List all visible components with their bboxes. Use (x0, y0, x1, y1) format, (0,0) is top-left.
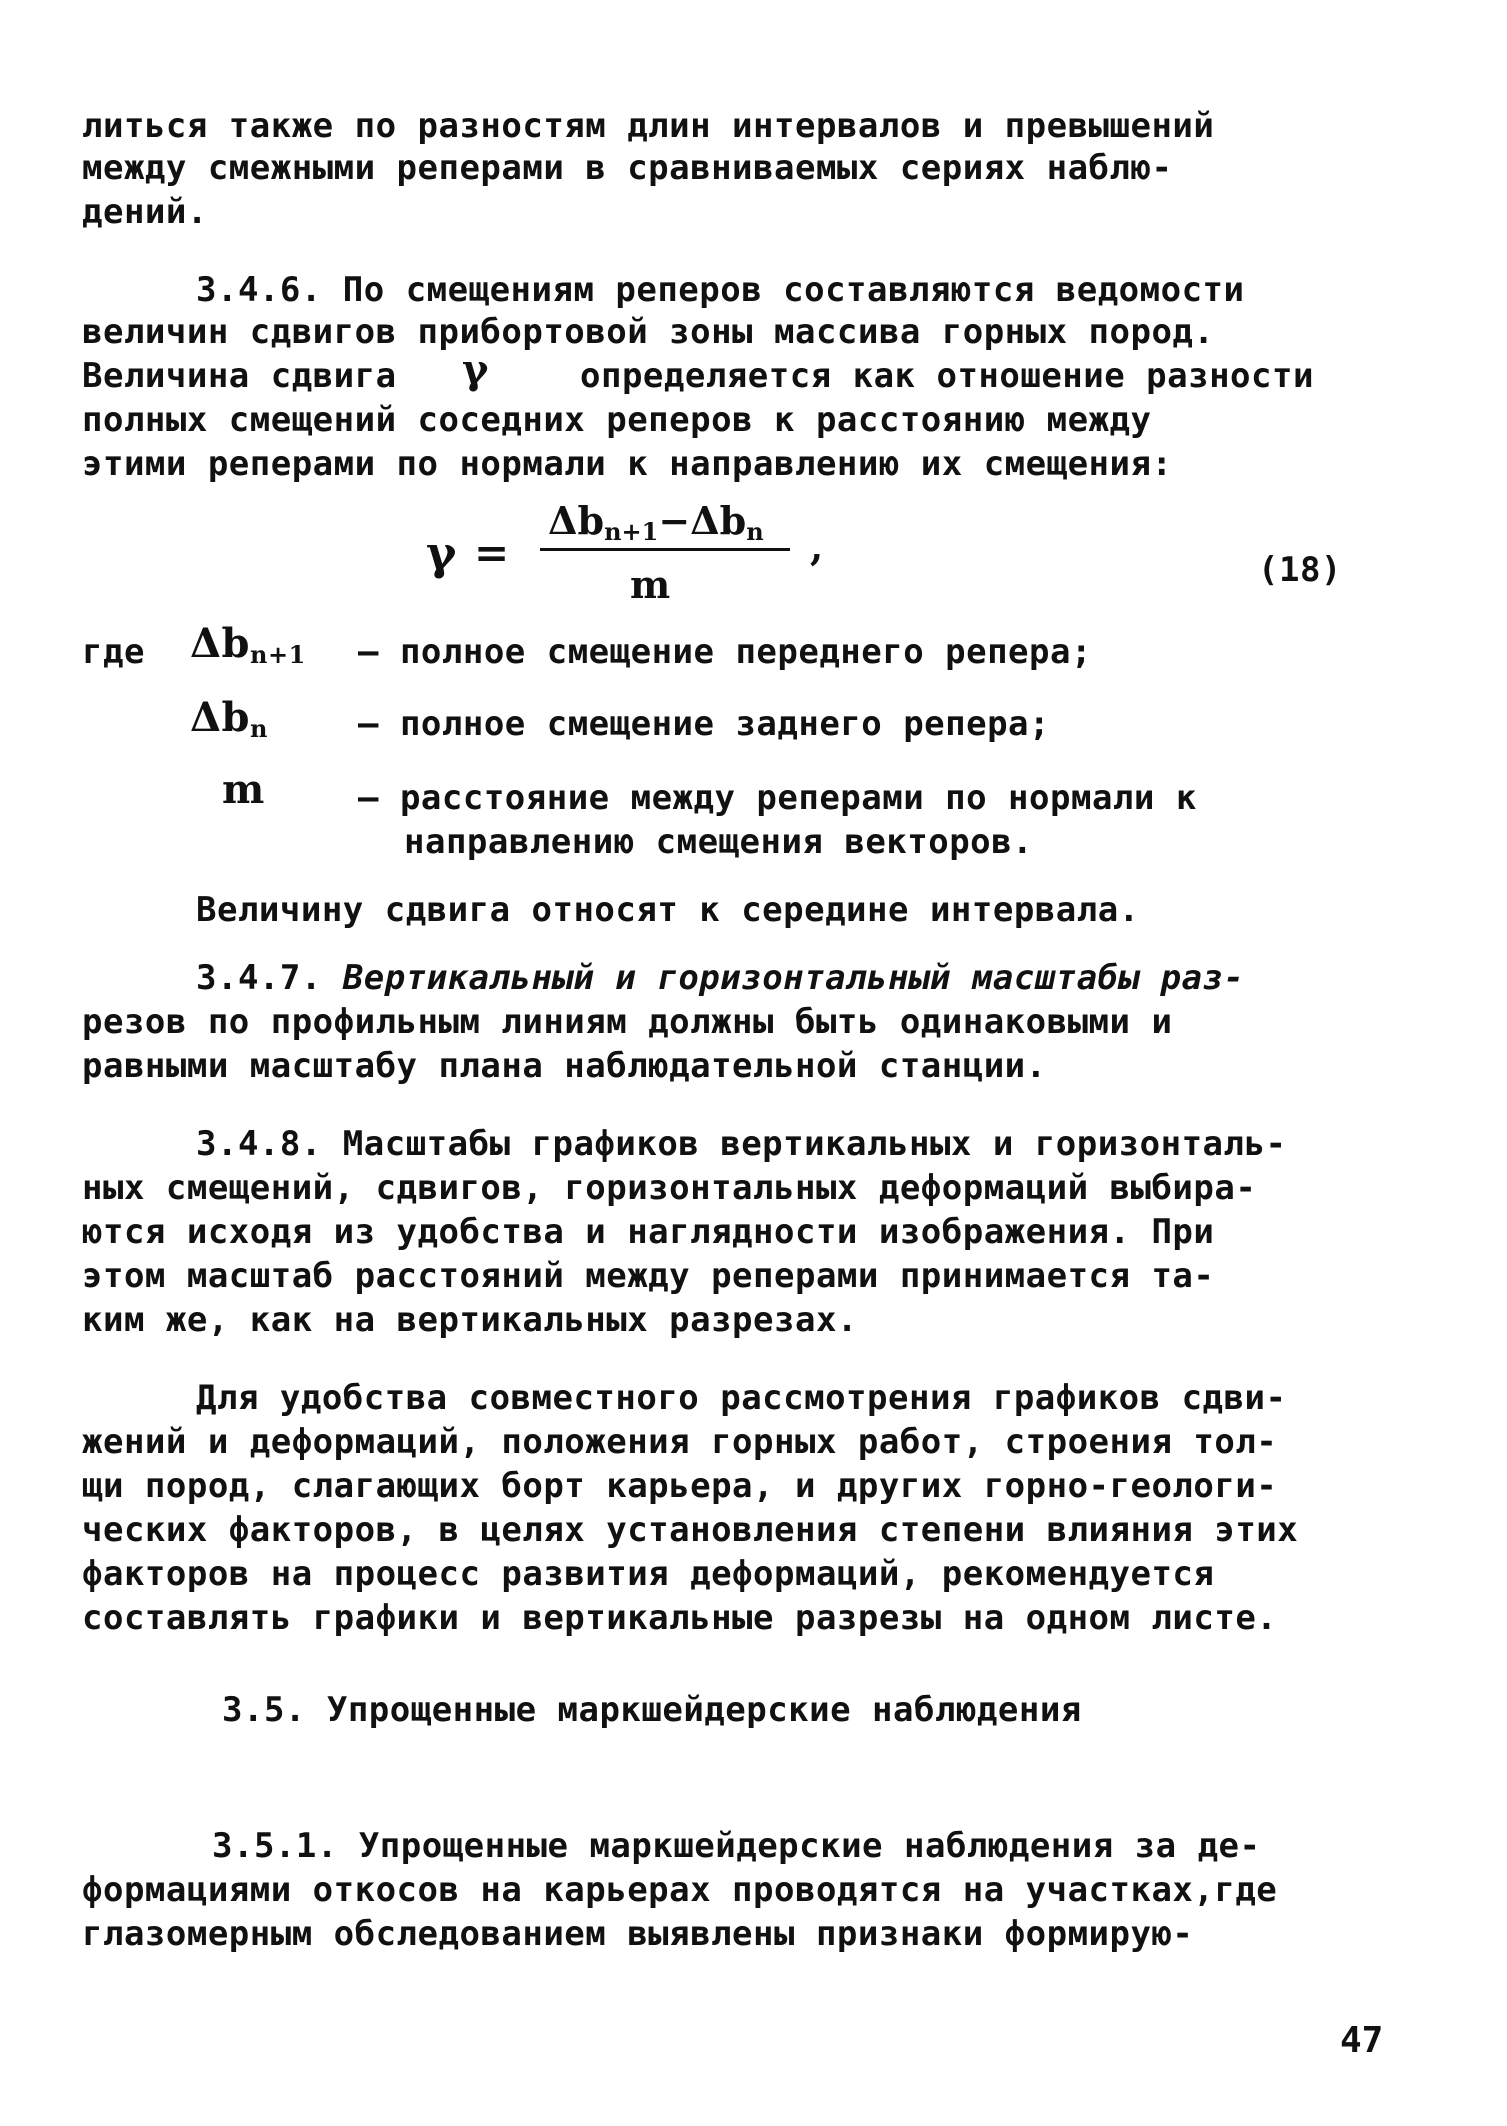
text-line: жений и деформаций, положения горных работ, строения тол- (82, 1422, 1278, 1462)
section-heading: 3.5. Упрощенные маркшейдерские наблюдения (222, 1690, 1082, 1730)
text-line: 3.4.7. Вертикальный и горизонтальный масштабы раз- (196, 958, 1245, 998)
text-line: между смежными реперами в сравниваемых сериях наблю- (82, 148, 1173, 188)
text-line: Величина сдвига (82, 356, 397, 396)
text-line: литься также по разностям длин интервалов и превышений (82, 106, 1215, 146)
equation-number: (18) (1258, 550, 1342, 590)
where-label: где (82, 632, 145, 672)
text-line: полных смещений соседних реперов к расстоянию между (82, 400, 1152, 440)
text-line: ных смещений, сдвигов, горизонтальных деформаций выбира- (82, 1168, 1257, 1208)
def-symbol: m (222, 766, 265, 813)
text-line: глазомерным обследованием выявлены признаки формирую- (82, 1914, 1194, 1954)
text-line: 3.5.1. Упрощенные маркшейдерские наблюдения за де- (212, 1826, 1261, 1866)
text-line: 3.4.8. Масштабы графиков вертикальных и горизонталь- (196, 1124, 1287, 1164)
def-symbol: $\Delta b_{n+1}$ (190, 620, 306, 669)
formula-numerator: $\Delta b_{n+1}-\Delta b_n$ (548, 498, 764, 546)
text-line: дений. (82, 192, 208, 232)
text-line: щи пород, слагающих борт карьера, и других горно-геологи- (82, 1466, 1278, 1506)
def-text: – полное смещение переднего репера; (358, 632, 1092, 672)
text-line: Величину сдвига относят к середине интервала. (196, 890, 1140, 930)
text-line: составлять графики и вертикальные разрезы на одном листе. (82, 1598, 1278, 1638)
text-line: этими реперами по нормали к направлению их смещения: (82, 444, 1173, 484)
text-line: ким же, как на вертикальных разрезах. (82, 1300, 858, 1340)
text-line: ются исходя из удобства и наглядности изображения. При (82, 1212, 1215, 1252)
text-line: Для удобства совместного рассмотрения графиков сдви- (196, 1378, 1287, 1418)
page-number: 47 (1340, 2020, 1384, 2061)
text-line: этом масштаб расстояний между реперами принимается та- (82, 1256, 1215, 1296)
formula-denominator: m (630, 562, 671, 607)
gamma-symbol: γ (462, 346, 489, 393)
text-line: определяется как отношение разности (580, 356, 1314, 396)
text-line: резов по профильным линиям должны быть одинаковыми и (82, 1002, 1173, 1042)
text-line: ческих факторов, в целях установления степени влияния этих (82, 1510, 1299, 1550)
formula-comma: , (810, 524, 824, 569)
text-line: формациями откосов на карьерах проводятся на участках,где (82, 1870, 1278, 1910)
text-line: величин сдвигов прибортовой зоны массива горных пород. (82, 312, 1215, 352)
text-line: 3.4.6. По смещениям реперов составляются ведомости (196, 270, 1245, 310)
def-text: – расстояние между реперами по нормали к (358, 778, 1197, 818)
text-line: равными масштабу плана наблюдательной станции. (82, 1046, 1047, 1086)
def-symbol: $\Delta b_n$ (190, 694, 268, 743)
def-text: – полное смещение заднего репера; (358, 704, 1051, 744)
formula-lhs: γ (426, 526, 457, 580)
text-line: факторов на процесс развития деформаций, рекомендуется (82, 1554, 1215, 1594)
formula-equals: = (474, 528, 510, 577)
def-text: направлению смещения векторов. (404, 822, 1034, 862)
fraction-bar (540, 548, 790, 551)
